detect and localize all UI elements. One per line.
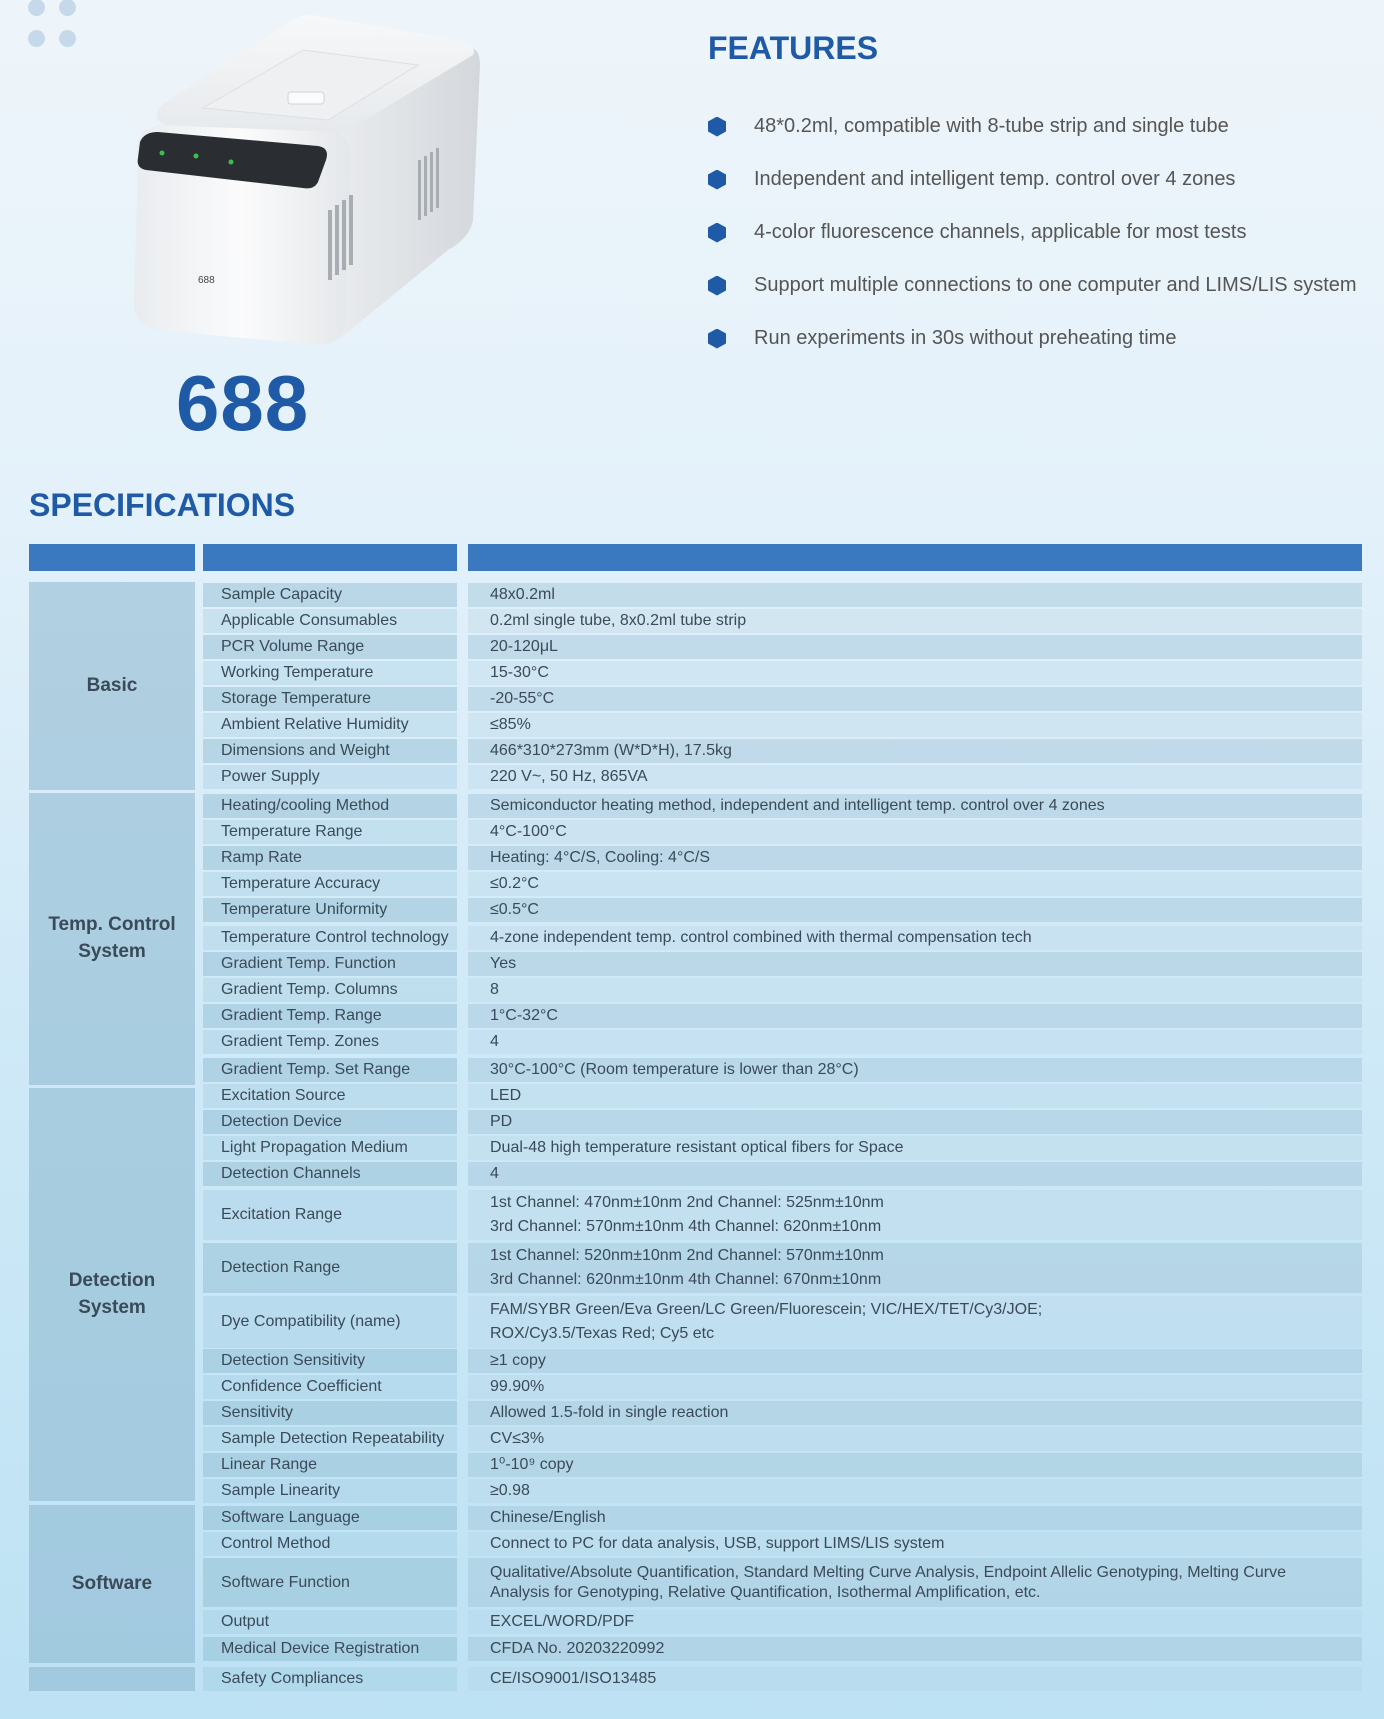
spec-label: Detection Sensitivity xyxy=(203,1349,457,1373)
spec-value: 4 xyxy=(468,1030,1362,1054)
spec-label: Gradient Temp. Range xyxy=(203,1004,457,1028)
group-compliance xyxy=(29,1667,195,1691)
spec-label: Temperature Range xyxy=(203,820,457,844)
spec-value: CFDA No. 20203220992 xyxy=(468,1637,1362,1661)
spec-label: Storage Temperature xyxy=(203,687,457,711)
spec-label: Excitation Source xyxy=(203,1084,457,1108)
spec-label: Detection Range xyxy=(203,1243,457,1293)
spec-value: 0.2ml single tube, 8x0.2ml tube strip xyxy=(468,609,1362,633)
spec-label: Linear Range xyxy=(203,1453,457,1477)
spec-label: Gradient Temp. Function xyxy=(203,952,457,976)
spec-value: 48x0.2ml xyxy=(468,583,1362,607)
feature-item: 4-color fluorescence channels, applicable for most tests xyxy=(708,206,1357,259)
spec-label: Medical Device Registration xyxy=(203,1637,457,1661)
spec-label: Sample Capacity xyxy=(203,583,457,607)
spec-label: Temperature Control technology xyxy=(203,926,457,950)
table-header-bar xyxy=(203,544,457,571)
spec-value: Qualitative/Absolute Quantification, Standard Melting Curve Analysis, Endpoint Allelic Genotyping, Melting Curve Analysis for Genotyping, Relative Quantification, Isothermal Amplification, etc. xyxy=(468,1558,1362,1607)
specifications-title: SPECIFICATIONS xyxy=(29,487,296,523)
spec-value: Connect to PC for data analysis, USB, support LIMS/LIS system xyxy=(468,1532,1362,1556)
group-detection: Detection System xyxy=(29,1088,195,1501)
spec-value: FAM/SYBR Green/Eva Green/LC Green/Fluorescein; VIC/HEX/TET/Cy3/JOE; ROX/Cy3.5/Texas Red; Cy5 etc xyxy=(468,1296,1362,1348)
spec-label: Light Propagation Medium xyxy=(203,1136,457,1160)
spec-value: 1st Channel: 520nm±10nm 2nd Channel: 570nm±10nm 3rd Channel: 620nm±10nm 4th Channel: 670nm±10nm xyxy=(468,1243,1362,1293)
spec-value: Chinese/English xyxy=(468,1506,1362,1530)
group-software: Software xyxy=(29,1505,195,1663)
spec-value: CV≤3% xyxy=(468,1427,1362,1451)
feature-item: 48*0.2ml, compatible with 8-tube strip and single tube xyxy=(708,100,1357,153)
spec-value: 8 xyxy=(468,978,1362,1002)
spec-value: Yes xyxy=(468,952,1362,976)
spec-label: Dye Compatibility (name) xyxy=(203,1296,457,1348)
spec-label: Detection Channels xyxy=(203,1162,457,1186)
spec-label: Sample Linearity xyxy=(203,1479,457,1503)
spec-label: Sensitivity xyxy=(203,1401,457,1425)
hexagon-bullet-icon xyxy=(708,170,726,190)
model-number: 688 xyxy=(176,359,310,447)
spec-label: Dimensions and Weight xyxy=(203,739,457,763)
spec-value: 466*310*273mm (W*D*H), 17.5kg xyxy=(468,739,1362,763)
features-list xyxy=(708,100,1357,365)
spec-label: Gradient Temp. Columns xyxy=(203,978,457,1002)
spec-value: Heating: 4°C/S, Cooling: 4°C/S xyxy=(468,846,1362,870)
spec-value: Dual-48 high temperature resistant optical fibers for Space xyxy=(468,1136,1362,1160)
spec-value: 4-zone independent temp. control combined with thermal compensation tech xyxy=(468,926,1362,950)
spec-value: 4°C-100°C xyxy=(468,820,1362,844)
spec-label: Safety Compliances xyxy=(203,1667,457,1691)
spec-value: 15-30°C xyxy=(468,661,1362,685)
spec-value: ≤0.2°C xyxy=(468,872,1362,896)
spec-label: Sample Detection Repeatability xyxy=(203,1427,457,1451)
hexagon-bullet-icon xyxy=(708,223,726,243)
spec-value: ≤85% xyxy=(468,713,1362,737)
table-header-bar xyxy=(468,544,1362,571)
spec-value: ≤0.5°C xyxy=(468,898,1362,922)
feature-item: Independent and intelligent temp. control over 4 zones xyxy=(708,153,1357,206)
spec-value: LED xyxy=(468,1084,1362,1108)
spec-label: Software Language xyxy=(203,1506,457,1530)
spec-value: 220 V~, 50 Hz, 865VA xyxy=(468,765,1362,789)
spec-label: Excitation Range xyxy=(203,1190,457,1240)
spec-value: CE/ISO9001/ISO13485 xyxy=(468,1667,1362,1691)
spec-label: Gradient Temp. Set Range xyxy=(203,1058,457,1082)
table-header-bar xyxy=(29,544,195,571)
spec-value: Semiconductor heating method, independent and intelligent temp. control over 4 zones xyxy=(468,794,1362,818)
spec-value: 1⁰-10⁹ copy xyxy=(468,1453,1362,1477)
spec-label: Power Supply xyxy=(203,765,457,789)
spec-value: EXCEL/WORD/PDF xyxy=(468,1610,1362,1634)
spec-label: Temperature Uniformity xyxy=(203,898,457,922)
spec-value: 99.90% xyxy=(468,1375,1362,1399)
group-temp-control: Temp. Control System xyxy=(29,793,195,1085)
spec-value: 30°C-100°C (Room temperature is lower than 28°C) xyxy=(468,1058,1362,1082)
hexagon-bullet-icon xyxy=(708,117,726,137)
spec-value: 1°C-32°C xyxy=(468,1004,1362,1028)
spec-value: ≥0.98 xyxy=(468,1479,1362,1503)
decorative-dots xyxy=(28,0,78,50)
device-label: 688 xyxy=(198,275,215,286)
spec-value: 4 xyxy=(468,1162,1362,1186)
spec-label: Applicable Consumables xyxy=(203,609,457,633)
spec-value: ≥1 copy xyxy=(468,1349,1362,1373)
spec-value: 1st Channel: 470nm±10nm 2nd Channel: 525nm±10nm 3rd Channel: 570nm±10nm 4th Channel: 620nm±10nm xyxy=(468,1190,1362,1240)
hexagon-bullet-icon xyxy=(708,329,726,349)
spec-label: Confidence Coefficient xyxy=(203,1375,457,1399)
spec-label: Heating/cooling Method xyxy=(203,794,457,818)
spec-value: 20-120μL xyxy=(468,635,1362,659)
spec-label: Temperature Accuracy xyxy=(203,872,457,896)
spec-label: Detection Device xyxy=(203,1110,457,1134)
hexagon-bullet-icon xyxy=(708,276,726,296)
spec-label: Output xyxy=(203,1610,457,1634)
spec-value: PD xyxy=(468,1110,1362,1134)
spec-label: Working Temperature xyxy=(203,661,457,685)
features-title: FEATURES xyxy=(708,30,879,66)
feature-item: Run experiments in 30s without preheating time xyxy=(708,312,1357,365)
spec-label: PCR Volume Range xyxy=(203,635,457,659)
device-image xyxy=(118,10,488,355)
spec-label: Ambient Relative Humidity xyxy=(203,713,457,737)
spec-value: Allowed 1.5-fold in single reaction xyxy=(468,1401,1362,1425)
spec-label: Control Method xyxy=(203,1532,457,1556)
feature-item: Support multiple connections to one computer and LIMS/LIS system xyxy=(708,259,1357,312)
spec-label: Ramp Rate xyxy=(203,846,457,870)
spec-value: -20-55°C xyxy=(468,687,1362,711)
spec-label: Software Function xyxy=(203,1558,457,1607)
group-basic: Basic xyxy=(29,582,195,790)
spec-label: Gradient Temp. Zones xyxy=(203,1030,457,1054)
